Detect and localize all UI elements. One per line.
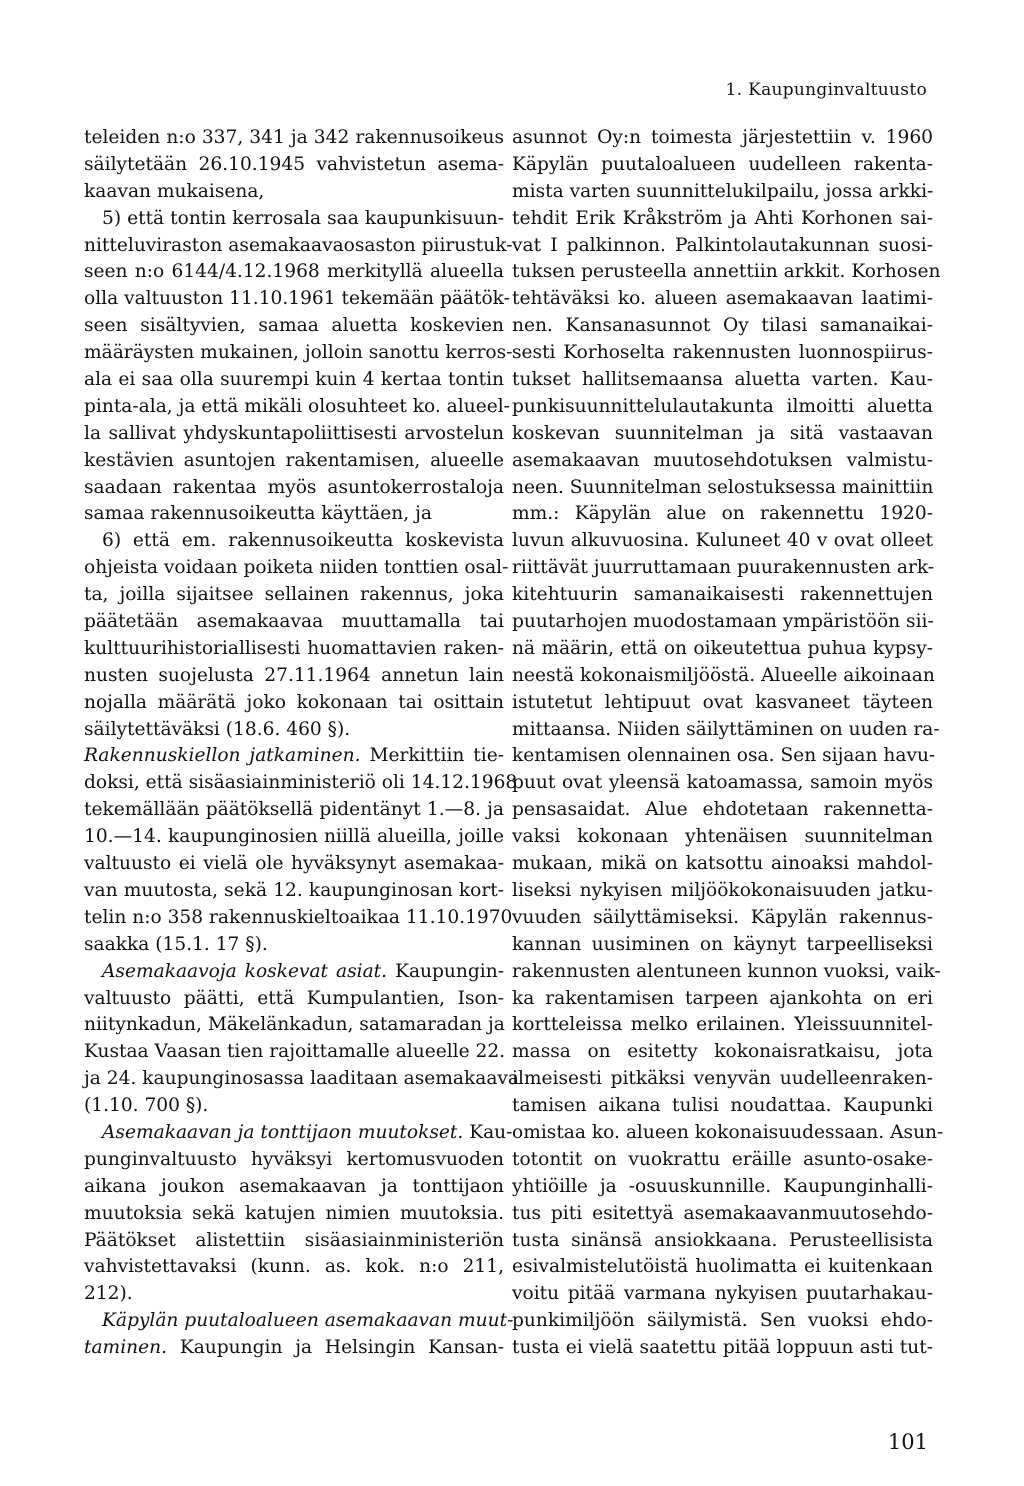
text-line xyxy=(512,259,941,286)
left-text-column xyxy=(84,125,520,1362)
text-line xyxy=(84,1335,504,1362)
line-text: mista varten suunnittelukilpailu, jossa arkki- xyxy=(512,180,934,202)
line-text: nä määrin, että on oikeutettua puhua kypsy- xyxy=(512,637,933,659)
line-text: valtuusto päätti, että Kumpulantien, Ison- xyxy=(84,987,504,1009)
line-text: Kau- xyxy=(463,1121,513,1143)
text-line xyxy=(512,743,936,770)
text-line xyxy=(512,824,933,851)
line-text: ja 24. kaupunginosassa laaditaan asemakaava xyxy=(84,1068,520,1090)
line-text: Kustaa Vaasan tien rajoittamalle alueelle 22. xyxy=(84,1041,506,1063)
line-text: punkisuunnittelulautakunta ilmoitti aluetta xyxy=(512,395,933,417)
text-line xyxy=(512,582,933,609)
text-line xyxy=(512,663,933,690)
line-text: van muutosta, sekä 12. kaupunginosan kort- xyxy=(84,879,504,901)
line-text: samaa rakennusoikeutta käyttäen, ja xyxy=(84,503,432,525)
text-line xyxy=(84,179,504,206)
text-line xyxy=(84,851,504,878)
text-line xyxy=(512,421,933,448)
line-text: Päätökset alistettiin sisäasiainministeriön xyxy=(84,1229,504,1251)
line-text: nojalla määrätä joko kokonaan tai osittain xyxy=(84,691,504,713)
line-text: mittaansa. Niiden säilyttäminen on uuden ra- xyxy=(512,718,940,740)
text-line xyxy=(84,1093,504,1120)
text-line xyxy=(84,340,513,367)
text-line xyxy=(84,1066,520,1093)
text-line xyxy=(512,313,933,340)
text-line xyxy=(84,824,504,851)
page-number: 101 xyxy=(887,1430,928,1454)
line-text: seen sisältyvien, samaa aluetta koskevien xyxy=(84,315,504,337)
line-text: nusten suojelusta 27.11.1964 annetun lain xyxy=(84,664,504,686)
text-line xyxy=(84,770,518,797)
line-text: puutarhojen muodostamaan ympäristöön sii- xyxy=(512,611,934,633)
text-line xyxy=(84,286,510,313)
text-line xyxy=(84,1308,514,1335)
text-line xyxy=(84,1012,504,1039)
text-line xyxy=(512,1012,933,1039)
line-text: asemakaavan muutosehdotuksen valmistu- xyxy=(512,449,933,471)
text-line xyxy=(512,152,933,179)
line-text: nen. Kansanasunnot Oy tilasi samanaikai- xyxy=(512,315,933,337)
line-text: Kaupungin- xyxy=(387,960,504,982)
line-text: koskevan suunnitelman ja sitä vastaavan xyxy=(512,422,933,444)
text-line xyxy=(84,421,504,448)
text-line xyxy=(84,394,510,421)
text-line xyxy=(84,1120,513,1147)
line-text: tekemällään päätöksellä pidentänyt 1.—8. ja xyxy=(84,799,504,821)
line-text: riittävät juurruttamaan puurakennusten ark- xyxy=(512,557,935,579)
line-text: vuuden säilyttämiseksi. Käpylän rakennus- xyxy=(512,906,933,928)
line-text: pensasaidat. Alue ehdotetaan rakennetta- xyxy=(512,799,933,821)
line-text: (1.10. 700 §). xyxy=(84,1095,209,1117)
line-text: kulttuurihistoriallisesti huomattavien raken- xyxy=(84,637,504,659)
text-line xyxy=(84,1039,504,1066)
line-text: olla valtuuston 11.10.1961 tekemään päätök- xyxy=(84,288,510,310)
text-line xyxy=(84,501,504,528)
text-line xyxy=(512,905,933,932)
section-heading: Asemakaavoja koskevat asiat. xyxy=(102,960,388,982)
line-text: 6) että em. rakennusoikeutta koskevista xyxy=(102,530,504,552)
line-text: liseksi nykyisen miljöökokonaisuuden jatku- xyxy=(512,879,933,901)
line-text: Käpylän puutaloalueen uudelleen rakenta- xyxy=(512,153,933,175)
line-text: neen. Suunnitelman selostuksessa mainittiin xyxy=(512,476,934,498)
text-line xyxy=(84,259,504,286)
text-line xyxy=(84,1147,504,1174)
text-line xyxy=(84,475,504,502)
text-line xyxy=(84,959,504,986)
text-line xyxy=(84,233,513,260)
text-line xyxy=(512,1120,944,1147)
text-line xyxy=(512,1147,933,1174)
line-text: voitu pitää varmana nykyisen puutarhakau- xyxy=(512,1283,933,1305)
line-text: tusta sinänsä ansiokkaana. Perusteellisista xyxy=(512,1229,933,1251)
text-line xyxy=(512,636,933,663)
text-line xyxy=(512,286,933,313)
line-text: niitynkadun, Mäkelänkadun, satamaradan ja xyxy=(84,1014,505,1036)
line-text: puut ovat yleensä katoamassa, samoin myös xyxy=(512,772,933,794)
line-text: rakennusten alentuneen kunnon vuoksi, vaik- xyxy=(512,960,941,982)
text-line xyxy=(84,663,504,690)
line-text: esivalmistelutöistä huolimatta ei kuitenkaan xyxy=(512,1256,933,1278)
line-text: ilmeisesti pitkäksi venyvän uudelleenraken- xyxy=(512,1068,933,1090)
text-line xyxy=(512,959,941,986)
text-line xyxy=(512,179,933,206)
line-text: 212). xyxy=(84,1283,133,1305)
line-text: tukset hallitsemaansa aluetta varten. Kau- xyxy=(512,369,933,391)
line-text: ohjeista voidaan poiketa niiden tonttien osal- xyxy=(84,557,509,579)
text-line xyxy=(84,528,504,555)
text-line xyxy=(512,367,933,394)
line-text: määräysten mukainen, jolloin sanottu kerros- xyxy=(84,342,513,364)
text-line xyxy=(512,851,933,878)
text-line xyxy=(84,313,504,340)
line-text: telin n:o 358 rakennuskieltoaikaa 11.10.1970 xyxy=(84,906,513,928)
line-text: saakka (15.1. 17 §). xyxy=(84,933,268,955)
text-line xyxy=(84,1281,504,1308)
text-line xyxy=(512,1254,933,1281)
line-text: massa on esitetty kokonaisratkaisu, jota xyxy=(512,1041,933,1063)
text-line xyxy=(84,152,504,179)
text-line xyxy=(84,1201,504,1228)
line-text: tehtäväksi ko. alueen asemakaavan laatimi- xyxy=(512,288,933,310)
text-line xyxy=(84,609,504,636)
text-line xyxy=(512,555,933,582)
line-text: Merkittiin tie- xyxy=(360,745,504,767)
line-text: tus piti esitettyä asemakaavanmuutosehdo- xyxy=(512,1202,933,1224)
text-line xyxy=(84,1228,504,1255)
line-text: päätetään asemakaavaa muuttamalla tai xyxy=(84,611,504,633)
text-line xyxy=(512,233,933,260)
text-line xyxy=(84,582,504,609)
text-line xyxy=(512,340,933,367)
line-text: totontit on vuokrattu eräille asunto-osake- xyxy=(512,1148,933,1170)
text-line xyxy=(84,367,504,394)
section-heading: Käpylän puutaloalueen asemakaavan muut- xyxy=(102,1310,514,1332)
text-line xyxy=(84,1254,504,1281)
line-text: kannan uusiminen on käynyt tarpeelliseksi xyxy=(512,933,933,955)
line-text: nitteluviraston asemakaavaosaston piirustuk- xyxy=(84,234,513,256)
text-line xyxy=(84,555,509,582)
text-line xyxy=(512,1228,933,1255)
text-line xyxy=(84,932,504,959)
line-text: neestä kokonaismiljööstä. Alueelle aikoinaan xyxy=(512,664,935,686)
text-line xyxy=(84,905,513,932)
line-text: omistaa ko. alueen kokonaisuudessaan. Asun- xyxy=(512,1121,944,1143)
text-line xyxy=(512,770,933,797)
text-line xyxy=(512,717,940,744)
text-line xyxy=(84,986,504,1013)
text-line xyxy=(512,1039,933,1066)
line-text: Kaupungin ja Helsingin Kansan- xyxy=(167,1337,504,1359)
line-text: punkimiljöön säilymistä. Sen vuoksi ehdo- xyxy=(512,1310,933,1332)
line-text: sesti Korhoselta rakennusten luonnospiirus- xyxy=(512,342,933,364)
text-line xyxy=(84,1174,504,1201)
text-line xyxy=(512,1066,933,1093)
line-text: kitehtuurin samanaikaisesti rakennettujen xyxy=(512,584,933,606)
text-line xyxy=(512,448,933,475)
text-line xyxy=(512,475,933,502)
section-heading: Asemakaavan ja tonttijaon muutokset. xyxy=(102,1121,464,1143)
line-text: 10.—14. kaupunginosien niillä alueilla, joille xyxy=(84,826,504,848)
line-text: tamisen aikana tulisi noudattaa. Kaupunki xyxy=(512,1095,933,1117)
line-text: muutoksia sekä katujen nimien muutoksia. xyxy=(84,1202,504,1224)
text-line xyxy=(512,394,933,421)
text-line xyxy=(84,448,504,475)
line-text: kaavan mukaisena, xyxy=(84,180,265,202)
line-text: tusta ei vielä saatettu pitää loppuun asti tut- xyxy=(512,1337,933,1359)
text-line xyxy=(512,1308,933,1335)
line-text: yhtiöille ja -osuuskunnille. Kaupunginhalli- xyxy=(512,1175,933,1197)
text-line xyxy=(512,1201,933,1228)
text-line xyxy=(512,986,933,1013)
line-text: säilytettäväksi (18.6. 460 §). xyxy=(84,718,351,740)
text-line xyxy=(84,878,504,905)
text-line xyxy=(84,717,504,744)
section-heading: Rakennuskiellon jatkaminen. xyxy=(84,745,361,767)
text-line xyxy=(512,690,933,717)
line-text: istutetut lehtipuut ovat kasvaneet täyteen xyxy=(512,691,933,713)
text-line xyxy=(512,878,933,905)
text-line xyxy=(512,528,933,555)
right-text-column xyxy=(512,125,944,1362)
line-text: säilytetään 26.10.1945 vahvistetun asema- xyxy=(84,153,504,175)
line-text: saadaan rakentaa myös asuntokerrostaloja xyxy=(84,476,504,498)
line-text: ka rakentamisen tarpeen ajankohta on eri xyxy=(512,987,933,1009)
text-line xyxy=(512,1093,933,1120)
line-text: doksi, että sisäasiainministeriö oli 14.12.1968 xyxy=(84,772,518,794)
text-line xyxy=(512,1281,933,1308)
line-text: 5) että tontin kerrosala saa kaupunkisuun- xyxy=(102,207,504,229)
text-line xyxy=(512,1174,933,1201)
line-text: vat I palkinnon. Palkintolautakunnan suosi- xyxy=(512,234,933,256)
line-text: mukaan, mikä on katsottu ainoaksi mahdol- xyxy=(512,853,933,875)
text-line xyxy=(512,1335,933,1362)
text-line xyxy=(84,743,504,770)
section-heading: taminen. xyxy=(84,1337,168,1359)
line-text: kentamisen olennainen osa. Sen sijaan havu- xyxy=(512,745,936,767)
text-line xyxy=(512,206,933,233)
text-line xyxy=(512,609,933,636)
line-text: ta, joilla sijaitsee sellainen rakennus, joka xyxy=(84,584,504,606)
line-text: vaksi kokonaan yhtenäisen suunnitelman xyxy=(512,826,933,848)
line-text: tuksen perusteella annettiin arkkit. Korhosen xyxy=(512,261,941,283)
text-line xyxy=(84,206,504,233)
text-line xyxy=(512,797,933,824)
text-line xyxy=(84,690,504,717)
line-text: teleiden n:o 337, 341 ja 342 rakennusoikeus xyxy=(84,127,504,148)
line-text: punginvaltuusto hyväksyi kertomusvuoden xyxy=(84,1148,504,1170)
line-text: valtuusto ei vielä ole hyväksynyt asemakaa- xyxy=(84,853,504,875)
line-text: seen n:o 6144/4.12.1968 merkityllä alueella xyxy=(84,261,504,283)
line-text: tehdit Erik Kråkström ja Ahti Korhonen sai- xyxy=(512,207,933,229)
text-line xyxy=(84,797,504,824)
text-line xyxy=(512,125,933,152)
text-line xyxy=(512,501,933,528)
line-text: luvun alkuvuosina. Kuluneet 40 v ovat olleet xyxy=(512,530,933,552)
line-text: ala ei saa olla suurempi kuin 4 kertaa tontin xyxy=(84,369,504,391)
running-head: 1. Kaupunginvaltuusto xyxy=(725,80,927,100)
line-text: aikana joukon asemakaavan ja tonttijaon xyxy=(84,1175,504,1197)
line-text: mm.: Käpylän alue on rakennettu 1920- xyxy=(512,503,933,525)
text-line xyxy=(84,636,504,663)
line-text: la sallivat yhdyskuntapoliittisesti arvostelun xyxy=(84,422,504,444)
line-text: kortteleissa melko erilainen. Yleissuunnitel- xyxy=(512,1014,933,1036)
line-text: pinta-ala, ja että mikäli olosuhteet ko. alueel- xyxy=(84,395,510,417)
text-line xyxy=(512,932,933,959)
line-text: kestävien asuntojen rakentamisen, alueelle xyxy=(84,449,504,471)
line-text: asunnot Oy:n toimesta järjestettiin v. 1960 xyxy=(512,127,933,148)
line-text: vahvistettavaksi (kunn. as. kok. n:o 211, xyxy=(84,1256,504,1278)
text-line xyxy=(84,125,504,152)
